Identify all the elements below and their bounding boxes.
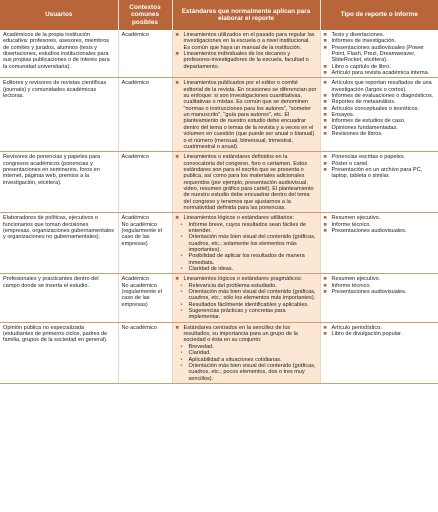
standard-text: Lineamientos individuales de los decanos y profesores-investigadores de la escuela, facultad o departamento. — [183, 51, 309, 70]
square-bullet-icon: ■ — [175, 154, 179, 161]
square-bullet-icon: ■ — [323, 80, 327, 87]
header-estandares: Estándares que normalmente aplican para elaborar el reporte — [172, 0, 320, 30]
report-text: Artículo para revista académica interna. — [331, 70, 430, 77]
standard-sub-item — [176, 289, 318, 302]
standard-text: Lineamientos lógicos o estándares pragmáticos: — [183, 276, 303, 283]
square-bullet-icon: ■ — [323, 99, 327, 106]
report-text: Reportes de metaanálisis. — [331, 99, 396, 106]
report-text: Resumen ejecutivo. — [331, 215, 381, 222]
cell-contextos — [118, 152, 172, 213]
report-item — [324, 131, 437, 137]
context-item: Académico — [121, 215, 149, 222]
standard-item — [176, 154, 318, 211]
square-bullet-icon: ■ — [175, 276, 179, 283]
standard-text: Brevedad. — [188, 343, 214, 350]
sub-bullet-icon: • — [180, 234, 183, 241]
cell-tipo-reporte — [320, 322, 438, 383]
square-bullet-icon: ■ — [323, 154, 327, 161]
standards-list — [176, 276, 318, 320]
context-item: No académico — [121, 324, 157, 331]
cell-contextos — [118, 322, 172, 383]
context-item: Académico — [121, 32, 149, 38]
report-text: Artículos conceptuales o teoréticos. — [331, 105, 420, 112]
cell-tipo-reporte — [320, 152, 438, 213]
sub-bullet-icon: • — [180, 343, 183, 350]
cell-estandares — [172, 30, 320, 78]
standard-text: Informe breve, cuyos resultados sean fáciles de entender. — [188, 221, 306, 234]
table-row — [0, 322, 438, 383]
reports-list — [324, 215, 437, 234]
context-item: Académico — [121, 276, 149, 283]
standard-text: Orientación más bien visual del contenido (gráficas, cuadros, etc.; pocos elementos, dos o tres muy sencillos). — [188, 362, 316, 382]
square-bullet-icon: ■ — [323, 112, 327, 119]
standard-sub-item — [176, 308, 318, 321]
report-text: Informes de estudios de caso. — [331, 118, 406, 125]
standard-sub-item — [176, 266, 318, 272]
square-bullet-icon: ■ — [323, 331, 327, 338]
square-bullet-icon: ■ — [175, 51, 179, 58]
report-item — [324, 80, 437, 93]
cell-contextos — [118, 274, 172, 322]
standard-text: Estándares centrados en la sencillez de los resultados, su importancia para un grupo de la sociedad o ésta en su conjunto: — [183, 324, 298, 344]
sub-bullet-icon: • — [180, 362, 183, 369]
standard-text: Orientación más bien visual del contenido (gráficas, cuadros, etc.; sólo los elementos más importantes). — [188, 289, 316, 302]
cell-contextos — [118, 78, 172, 152]
report-text: Tesis y disertaciones. — [331, 32, 385, 38]
table-row — [0, 30, 438, 78]
cell-usuarios: Editores y revisores de revistas científicas (journals) y comunidades académicas lectoras. — [0, 78, 118, 152]
header-usuarios: Usuarios — [0, 0, 118, 30]
standard-text: Posibilidad de aplicar los resultados de manera inmediata. — [188, 253, 305, 266]
report-text: Presentaciones audiovisuales. — [331, 227, 407, 234]
sub-bullet-icon: • — [180, 266, 183, 273]
standard-text: Lineamientos utilizados en el pasado para regular las investigaciones en la escuela o a nivel institucional. Es común que haya un manual de la institución. — [183, 32, 315, 51]
square-bullet-icon: ■ — [323, 131, 327, 138]
cell-tipo-reporte — [320, 78, 438, 152]
report-item — [324, 45, 437, 64]
square-bullet-icon: ■ — [175, 32, 179, 38]
sub-bullet-icon: • — [180, 282, 183, 289]
cell-estandares — [172, 322, 320, 383]
reports-list — [324, 325, 437, 338]
square-bullet-icon: ■ — [323, 32, 327, 38]
sub-bullet-icon: • — [180, 350, 183, 357]
cell-tipo-reporte — [320, 30, 438, 78]
report-text: Informe técnico. — [331, 282, 371, 289]
standards-list — [176, 32, 318, 70]
context-item: Académico — [121, 80, 149, 87]
report-text: Libro o capítulo de libro. — [331, 63, 391, 70]
standard-item — [176, 51, 318, 70]
square-bullet-icon: ■ — [323, 324, 327, 331]
cell-estandares — [172, 152, 320, 213]
sub-bullet-icon: • — [180, 301, 183, 308]
report-text: Opiniones fundamentadas. — [331, 124, 398, 131]
report-text: Presentaciones audiovisuales. — [331, 289, 407, 296]
square-bullet-icon: ■ — [323, 63, 327, 70]
standard-text: Claridad de ideas. — [188, 266, 234, 273]
cell-estandares — [172, 274, 320, 322]
report-text: Artículos que reportan resultados de una investigación (largos o cortos). — [331, 80, 432, 93]
reports-list — [324, 154, 437, 179]
standard-item — [176, 80, 318, 150]
standard-sub-item — [176, 222, 318, 235]
sub-bullet-icon: • — [180, 253, 183, 260]
cell-tipo-reporte — [320, 213, 438, 274]
table-row — [0, 78, 438, 152]
sub-bullet-icon: • — [180, 289, 183, 296]
square-bullet-icon: ■ — [323, 227, 327, 234]
square-bullet-icon: ■ — [323, 124, 327, 131]
standard-sub-item — [176, 234, 318, 253]
reports-list — [324, 80, 437, 137]
square-bullet-icon: ■ — [323, 160, 327, 167]
reports-list — [324, 276, 437, 295]
report-text: Ensayos. — [331, 112, 355, 119]
header-tipo-reporte: Tipo de reporte o informe — [320, 0, 438, 30]
table-row — [0, 152, 438, 213]
table-header — [0, 0, 438, 30]
standard-text: Lineamientos lógicos o estándares utilitarios: — [183, 215, 294, 222]
report-text: Informes de evaluaciones o diagnósticos. — [331, 93, 434, 100]
standard-text: Sugerencias prácticas y concretas para implementar. — [188, 308, 286, 321]
standard-text: Claridad. — [188, 350, 211, 357]
standard-sub-item — [176, 363, 318, 382]
standards-list — [176, 325, 318, 382]
square-bullet-icon: ■ — [323, 282, 327, 289]
standard-text: Resultados fácilmente identificables y aplicables. — [188, 301, 309, 308]
standard-text: Relevancia del problema estudiado. — [188, 282, 277, 289]
standard-text: Lineamientos o estándares definidos en la convocatoria del congreso, foro o certamen. Estos estándares son para el escrito que se presenta o publica, así como para los materiales adicionales requeridos (por ejemplo, presentación audiovisual, video, resumen gráfico para cartel). El planteamiento de nuestro estudio debe encuadrar dentro del tema del congreso y tenemos que ajustarnos a la normatividad definida para las ponencias. — [183, 154, 314, 211]
square-bullet-icon: ■ — [323, 289, 327, 296]
report-text: Presentación en un archivo para PC, laptop, tableta o similar. — [331, 166, 423, 180]
report-item — [324, 289, 437, 295]
standard-item — [176, 325, 318, 344]
standards-list — [176, 154, 318, 211]
table-row — [0, 274, 438, 322]
report-text: Presentaciones audiovisuales (Power Point, Flash, Prezi, Dreamweaver, SlideRocket, etcétera). — [331, 44, 424, 64]
square-bullet-icon: ■ — [323, 70, 327, 77]
cell-usuarios: Opinión pública no especializada (estudiantes de primeros ciclos, padres de familia, grupos de la sociedad en general). — [0, 322, 118, 383]
report-text: Resumen ejecutivo. — [331, 276, 381, 283]
standard-sub-item — [176, 253, 318, 266]
report-item — [324, 167, 437, 180]
reports-list — [324, 32, 437, 76]
cell-usuarios: Elaboradores de políticas, ejecutivos o funcionarios que toman decisiones (empresas, organizaciones gubernamentales y organizaciones no gubernamentales). — [0, 213, 118, 274]
cell-contextos — [118, 213, 172, 274]
table-body — [0, 30, 438, 383]
square-bullet-icon: ■ — [323, 221, 327, 228]
report-text: Artículo periodístico. — [331, 324, 382, 331]
header-contextos: Contextos comunes posibles — [118, 0, 172, 30]
report-text: Póster o cartel. — [331, 160, 369, 167]
cell-usuarios: Académicos de la propia institución educativa: profesores, asesores, miembros de comités y jurados, alumnos (tesis y disertaciones, estudios institucionales para sus propias publicaciones o de interés para la comunidad universitaria). — [0, 30, 118, 78]
context-item: Académico — [121, 154, 149, 161]
report-text: Revisiones de libros. — [331, 131, 383, 138]
cell-usuarios: Profesionales y practicantes dentro del campo donde se inserta el estudio. — [0, 274, 118, 322]
cell-usuarios: Revisores de ponencias y papeles para congresos académicos (ponencias y presentaciones en seminarios, foros en internet, páginas web, premios a la investigación, etcétera). — [0, 152, 118, 213]
report-item — [324, 331, 437, 337]
report-text: Ponencias escritas o papeles. — [331, 154, 406, 161]
square-bullet-icon: ■ — [323, 38, 327, 45]
square-bullet-icon: ■ — [323, 166, 327, 173]
sub-bullet-icon: • — [180, 308, 183, 315]
cell-tipo-reporte — [320, 274, 438, 322]
context-item: No académico (regularmente el caso de las empresas) — [121, 221, 162, 247]
report-text: Informe técnico. — [331, 221, 371, 228]
standard-item — [176, 32, 318, 51]
standards-list — [176, 80, 318, 150]
square-bullet-icon: ■ — [175, 324, 179, 331]
standard-text: Orientación más bien visual del contenido (gráficas, cuadros, etc.; solamente los elementos más importantes). — [188, 234, 316, 253]
square-bullet-icon: ■ — [323, 118, 327, 125]
report-item — [324, 228, 437, 234]
standard-text: Lineamientos publicados por el editor o comité editorial de la revista. En ocasiones se diferencian por su enfoque: si son investigaciones cuantitativas, cualitativas o mixtas. Es común que se denominen "normas o instrucciones para los autores", "someter un manuscrito", "guía para autores", etc. El planteamiento de nuestro estudio debe encuadrar dentro del tema o temas de la revista y a veces en el volumen en cuestión (que puede ser anual o bianual) o el número (mensual, bimensual, trimestral, cuatrimestral o anual). — [183, 80, 317, 150]
square-bullet-icon: ■ — [323, 276, 327, 283]
square-bullet-icon: ■ — [323, 44, 327, 51]
square-bullet-icon: ■ — [323, 215, 327, 222]
report-item — [324, 70, 437, 76]
context-item: No académico (regularmente el caso de las empresas) — [121, 282, 162, 308]
cell-contextos — [118, 30, 172, 78]
sub-bullet-icon: • — [180, 221, 183, 228]
report-text: Libro de divulgación popular. — [331, 331, 403, 338]
square-bullet-icon: ■ — [175, 215, 179, 222]
sub-bullet-icon: • — [180, 356, 183, 363]
square-bullet-icon: ■ — [175, 80, 179, 87]
cell-estandares — [172, 213, 320, 274]
cell-estandares — [172, 78, 320, 152]
report-text: Informes de investigación. — [331, 38, 396, 45]
square-bullet-icon: ■ — [323, 105, 327, 112]
header-row — [0, 0, 438, 30]
table-row — [0, 213, 438, 274]
square-bullet-icon: ■ — [323, 93, 327, 100]
standards-list — [176, 215, 318, 272]
standard-text: Aplicabilidad a situaciones cotidianas. — [188, 356, 282, 363]
